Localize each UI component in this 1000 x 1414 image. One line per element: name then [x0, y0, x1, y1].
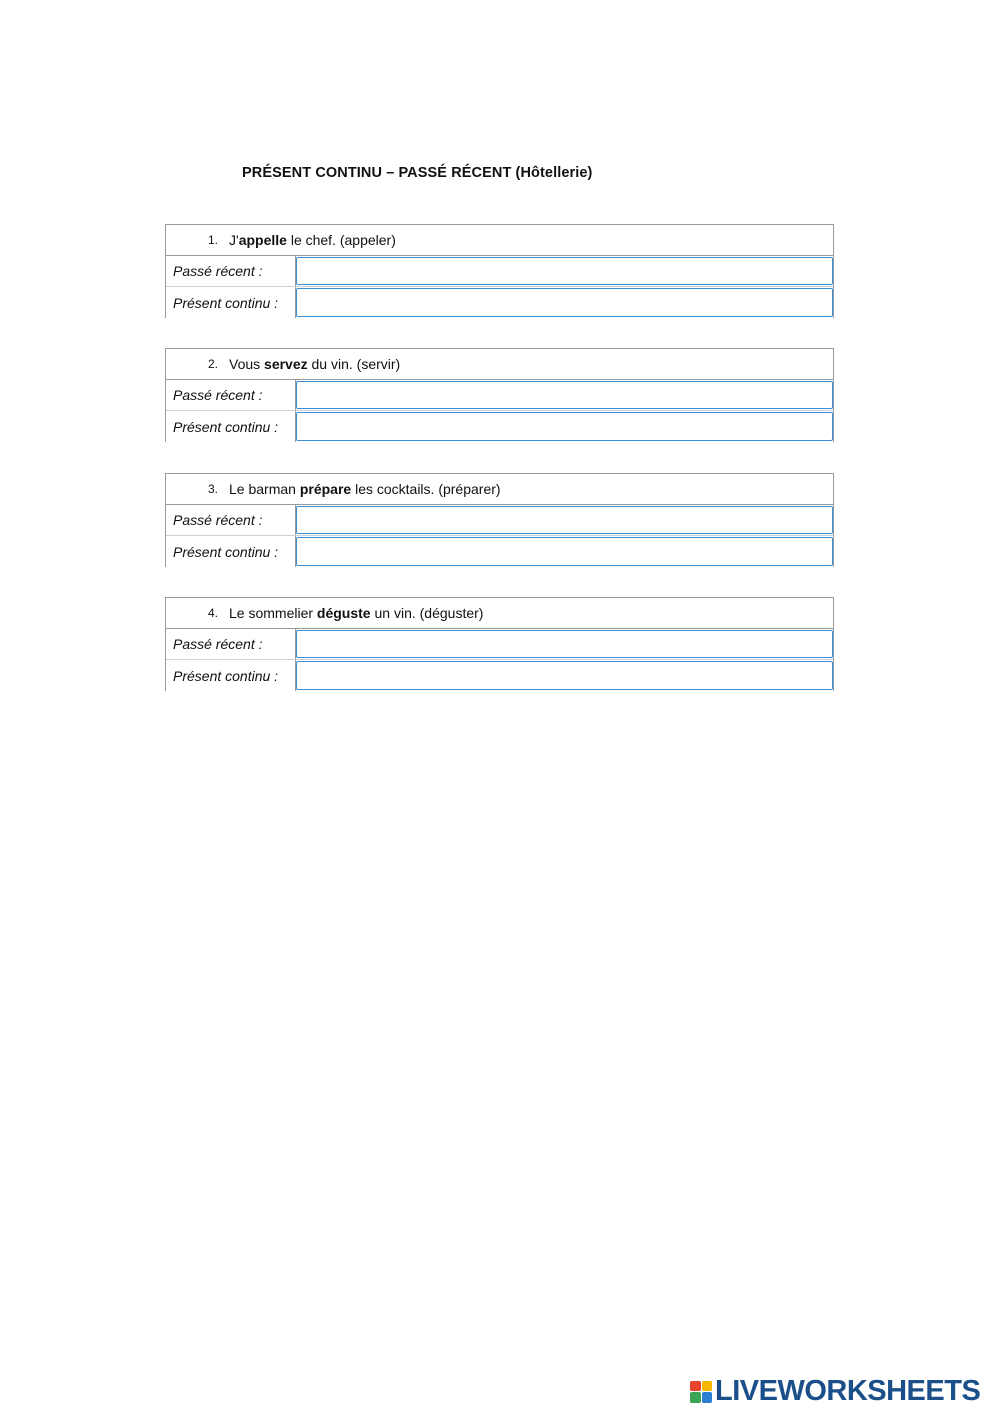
- recent-past-input-2[interactable]: [296, 381, 833, 409]
- sentence-end: les cocktails. (préparer): [351, 481, 501, 497]
- exercise-sentence: [218, 605, 483, 621]
- sentence-end: le chef. (appeler): [286, 232, 396, 248]
- sentence-verb: prépare: [299, 481, 352, 497]
- logo-square-icon: [702, 1392, 713, 1403]
- exercise-number: 1.: [207, 233, 218, 247]
- recent-past-label: Passé récent :: [166, 629, 296, 659]
- logo-square-icon: [702, 1381, 713, 1392]
- sentence-verb: déguste: [316, 605, 371, 621]
- logo-square-icon: [690, 1392, 701, 1403]
- present-continuous-row: [166, 536, 833, 567]
- recent-past-row: [166, 256, 833, 287]
- exercise-3: [165, 473, 834, 567]
- sentence-end: du vin. (servir): [307, 356, 401, 372]
- sentence-start: J': [229, 232, 239, 248]
- liveworksheets-logo: [690, 1375, 980, 1408]
- sentence-start: Le barman: [229, 481, 300, 497]
- exercise-number: 2.: [207, 357, 218, 371]
- present-continuous-input-4[interactable]: [296, 661, 833, 690]
- exercise-header: [166, 598, 833, 629]
- present-continuous-label: Présent continu :: [166, 287, 296, 318]
- sentence-start: Vous: [229, 356, 265, 372]
- present-continuous-input-1[interactable]: [296, 288, 833, 317]
- recent-past-input-3[interactable]: [296, 506, 833, 534]
- sentence-start: Le sommelier: [229, 605, 317, 621]
- present-continuous-label: Présent continu :: [166, 411, 296, 442]
- present-continuous-label: Présent continu :: [166, 660, 296, 691]
- exercise-number: 4.: [207, 606, 218, 620]
- logo-text: LIVEWORKSHEETS: [715, 1375, 981, 1407]
- logo-square-icon: [690, 1381, 701, 1392]
- exercise-4: [165, 597, 834, 691]
- present-continuous-input-2[interactable]: [296, 412, 833, 441]
- recent-past-row: [166, 629, 833, 660]
- exercise-1: [165, 224, 834, 318]
- present-continuous-row: [166, 411, 833, 442]
- recent-past-label: Passé récent :: [166, 380, 296, 410]
- recent-past-row: [166, 380, 833, 411]
- liveworksheets-logo-icon: [690, 1381, 712, 1403]
- exercise-2: [165, 348, 834, 442]
- exercise-sentence: [218, 232, 396, 248]
- exercise-number: 3.: [207, 482, 218, 496]
- sentence-verb: appelle: [238, 232, 287, 248]
- recent-past-input-1[interactable]: [296, 257, 833, 285]
- exercise-header: [166, 225, 833, 256]
- present-continuous-row: [166, 287, 833, 318]
- sentence-end: un vin. (déguster): [370, 605, 484, 621]
- present-continuous-input-3[interactable]: [296, 537, 833, 566]
- exercise-sentence: [218, 481, 501, 497]
- exercise-header: [166, 349, 833, 380]
- recent-past-input-4[interactable]: [296, 630, 833, 658]
- worksheet-title: PRÉSENT CONTINU – PASSÉ RÉCENT (Hôtellerie): [242, 165, 593, 181]
- present-continuous-row: [166, 660, 833, 691]
- recent-past-label: Passé récent :: [166, 505, 296, 535]
- recent-past-label: Passé récent :: [166, 256, 296, 286]
- present-continuous-label: Présent continu :: [166, 536, 296, 567]
- sentence-verb: servez: [264, 356, 308, 372]
- exercise-header: [166, 474, 833, 505]
- recent-past-row: [166, 505, 833, 536]
- exercise-sentence: [218, 356, 400, 372]
